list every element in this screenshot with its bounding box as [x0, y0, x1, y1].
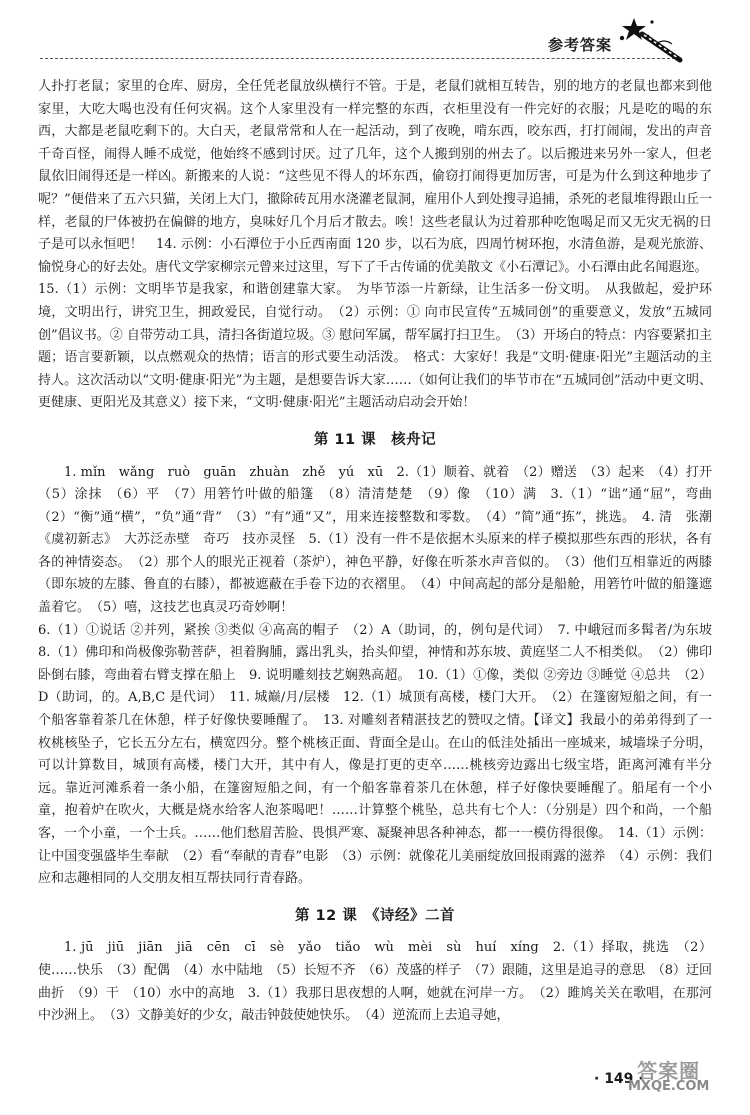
- answer-paragraph: 人扑打老鼠；家里的仓库、厨房，全任凭老鼠放纵横行不管。于是，老鼠们就相互转告，别的地方的老鼠也都来到他家里，大吃大喝也没有任何灾祸。这个人家里没有一样完整的东西，衣柜里没有一件完好的衣服；凡是吃的喝的东西，大都是老鼠吃剩下的。大白天，老鼠常常和人在一起活动，到了夜晚，啃东西，咬东西，打打闹闹，发出的声音千奇百怪，闹得人睡不成觉，他始终不感到讨厌。过了几年，这个人搬到别的州去了。以后搬进来另外一家人，但老鼠依旧闹得还是一样凶。新搬来的人说：“这些见不得人的坏东西，偷窃打闹得更加厉害，可是为什么到这种地步了呢？”便借来了五六只猫，关闭上大门，撤除砖瓦用水浇灌老鼠洞，雇用仆人到处搜寻追捕，杀死的老鼠堆得跟山丘一样，老鼠的尸体被扔在偏僻的地方，臭味好几个月后才散去。唉！这些老鼠认为过着那种吃饱喝足而又无灾无祸的日子是可以永恒吧！ 14. 示例：小石潭位于小丘西南面 120 步，以石为底，四周竹树环抱，水清鱼游，是观光旅游、愉悦身心的好去处。唐代文学家柳宗元曾来过这里，写下了千古传诵的优美散文《小石潭记》。小石潭由此名闻遐迩。: [38, 79, 712, 275]
- answer-paragraph: 1. jū jiū jiān jiā cēn cī sè yǎo tiǎo wù mèi sù huí xíng 2.（1）择取，挑选 （2）使……快乐 （3）配偶 （4）水中陆地 （5）长短不齐 （6）茂盛的样子 （7）跟随，这里是追寻的意思 （8）迂回曲折 （9）干 （10）水中的高地 3.（1）我那日思夜想的人啊，她就在河岸一方。 （2）雎鸠关关在歌唱，在那河中沙洲上。 （3）文静美好的少女，敲击钟鼓使她快乐。 （4）逆流而上去追寻她，: [38, 940, 712, 1024]
- lesson-12-title: 第 12 课 《诗经》二首: [294, 907, 456, 924]
- header-divider: [40, 58, 680, 59]
- answer-paragraph: 6.（1）①说话 ②并列，紧挨 ③类似 ④高高的帽子 （2）A（助词，的，例句是代词） 7. 中峨冠而多髯者/为东坡 8.（1）佛印和尚极像弥勒菩萨，袒着胸脯，露出乳头，抬头仰望，神情和苏东坡、黄庭坚二人不相类似。 （2）佛印卧倒右膝，弯曲着右臂支撑在船上 9. 说明雕刻技艺娴熟高超。 10.（1）①像，类似 ②旁边 ③睡觉 ④总共 （2）D（助词，的。A,B,C 是代词） 11. 城巅/月/层楼 12.（1）城顶有高楼，楼门大开。 （2）在篷窗短船之间，有一个船客靠着茶几在休憩，样子好像快要睡醒了。 13. 对雕刻者精湛技艺的赞叹之情。【译文】我最小的弟弟得到了一枚桃核坠子，它长五分左右，横宽四分。整个桃核正面、背面全是山。在山的低洼处插出一座城来，城墙垛子分明，可以计算数目，城顶有高楼，楼门大开，其中有人，像是打更的吏卒……桃核旁边露出七级宝塔，距离河滩有半分远。靠近河滩系着一条小船，在篷窗短船之间，有一个船客靠着茶几在休憩，样子好像快要睡醒了。船尾有一个小童，抱着炉在吹火，大概是烧水给客人泡茶喝吧！……计算整个桃坠，总共有七个人：（分别是）四个和尚，一个船客，一个小童，一个士兵。……他们愁眉苦脸、畏惧严寒、凝聚神思各种神态，都一一模仿得很像。 14.（1）示例：让中国变强盛毕生奉献 （2）看“奉献的青春”电影 （3）示例：就像花儿美丽绽放回报雨露的滋养 （4）示例：我们应和志趣相同的人交朋友相互帮扶同行青春路。: [38, 622, 726, 887]
- answer-content: [38, 76, 726, 1028]
- star-wand-icon: [612, 14, 692, 68]
- answer-paragraph: 1. mǐn wǎng ruò guān zhuàn zhě yú xū 2.（1）顺着、就着 （2）赠送 （3）起来 （4）打开 （5）涂抹 （6）平 （7）用箬竹叶做的船篷 （8）清清楚楚 （9）像 （10）满 3.（1）“诎”通“屈”，弯曲 （2）“衡”通“横”，“负”通“背” （3）“有”通“又”，用来连接整数和零数。 （4）“简”通“拣”，挑选。 4. 清 张潮 《虞初新志》 大苏泛赤壁 奇巧 技亦灵怪 5.（1）没有一件不是依据木头原来的样子模拟那些东西的形状，各有各的神情姿态。 （2）那个人的眼光正视着（茶炉），神色平静，好像在听茶水声音似的。 （3）他们互相靠近的两膝（即东坡的左膝、鲁直的右膝），都被遮蔽在手卷下边的衣褶里。 （4）中间高起的部分是船舱，用箬竹叶做的船篷遮盖着它。 （5）嘻，这技艺也真灵巧奇妙啊！: [38, 464, 726, 616]
- page-footer: [0, 1055, 750, 1115]
- watermark-logo: [628, 1059, 710, 1095]
- lesson-11-title: 第 11 课 核舟记: [313, 431, 437, 448]
- answer-paragraph: 15.（1）示例：文明毕节是我家，和谐创建靠大家。 为毕节添一片新绿，让生活多一份文明。 从我做起，爱护环境，文明出行，讲究卫生，拥政爱民，自觉行动。 （2）示例：① 向市民宣传“五城同创”的重要意义，发放“五城同创”倡议书。② 自带劳动工具，清扫各街道垃圾。③ 慰问军属，帮军属打扫卫生。 （3）开场白的特点：内容要紧扣主题；语言要新颖，以点燃观众的热情；语言的形式要生动活泼。 格式：大家好！我是“文明·健康·阳光”主题活动的主持人。这次活动以“文明·健康·阳光”为主题，是想要告诉大家……（如何让我们的毕节市在“五城同创”活动中更文明、更健康、更阳光及其意义）接下来，“文明·健康·阳光”主题活动启动会开始！: [38, 282, 712, 411]
- header-title: 参考答案: [548, 36, 613, 54]
- watermark-url: MXQE.COM: [628, 1079, 710, 1094]
- page-header: [0, 0, 750, 70]
- page-number: · 149 ·: [594, 1071, 644, 1087]
- watermark-text: 答案圈: [637, 1059, 701, 1083]
